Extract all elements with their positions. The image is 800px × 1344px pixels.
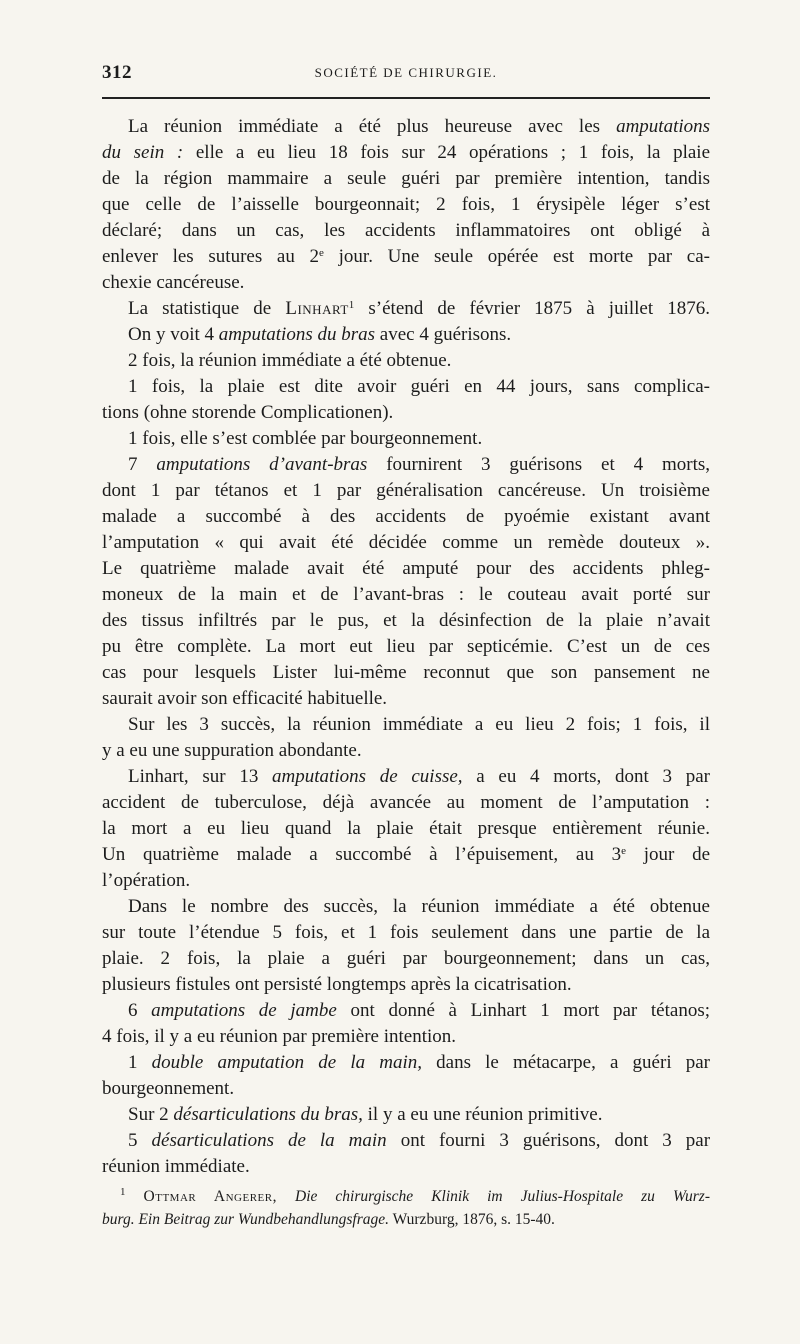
text-line: que celle de l’aisselle bourgeonnait; 2 fois, 1 érysipèle léger s’est xyxy=(102,194,710,215)
text-line: enlever les sutures au 2e jour. Une seule opérée est morte par ca- xyxy=(102,246,710,267)
text-line: bourgeonnement. xyxy=(102,1078,235,1099)
text-line: tions (ohne storende Complicationen). xyxy=(102,402,394,423)
text-line: 1 fois, elle s’est comblée par bourgeonnement. xyxy=(128,428,483,449)
text-line: de la région mammaire a seule guéri par première intention, tandis xyxy=(102,168,710,189)
text-line: dont 1 par tétanos et 1 par généralisation cancéreuse. Un troisième xyxy=(102,480,710,501)
text-line: 7 amputations d’avant-bras fournirent 3 guérisons et 4 morts, xyxy=(128,454,711,475)
text-line: saurait avoir son efficacité habituelle. xyxy=(102,688,388,709)
text-line: des tissus infiltrés par le pus, et la désinfection de la plaie n’avait xyxy=(102,610,710,631)
footnote-line: $^1$ Ottmar Angerer, Die chirurgische Klinik im Julius-Hospitale zu Wurz- xyxy=(120,1186,710,1205)
text-line: 4 fois, il y a eu réunion par première intention. xyxy=(102,1026,457,1047)
footnote-ref: 1 xyxy=(348,299,355,311)
text-line: Sur 2 désarticulations du bras, il y a eu une réunion primitive. xyxy=(128,1104,603,1125)
running-title: SOCIÉTÉ DE CHIRURGIE. xyxy=(314,65,498,80)
footnote-marker: 1 xyxy=(120,1186,126,1198)
text-line: Dans le nombre des succès, la réunion immédiate a été obtenue xyxy=(128,896,710,917)
text-line: Linhart, sur 13 amputations de cuisse, a eu 4 morts, dont 3 par xyxy=(128,766,710,787)
text-line: accident de tuberculose, déjà avancée au moment de l’amputation : xyxy=(102,792,710,813)
text-line: 1 fois, la plaie est dite avoir guéri en 44 jours, sans complica- xyxy=(128,376,710,397)
text-line: On y voit 4 amputations du bras avec 4 guérisons. xyxy=(128,324,512,345)
text-line: du sein : elle a eu lieu 18 fois sur 24 opérations ; 1 fois, la plaie xyxy=(102,142,710,163)
text-line: cas pour lesquels Lister lui-même reconnut que son pansement ne xyxy=(102,662,710,683)
text-line: La réunion immédiate a été plus heureuse avec les amputations xyxy=(128,116,711,137)
body-text xyxy=(102,114,710,1180)
footnote xyxy=(102,1185,710,1231)
footnote-line: burg. Ein Beitrag zur Wundbehandlungsfrage. Wurzburg, 1876, s. 15-40. xyxy=(102,1211,555,1228)
text-line: pu être complète. La mort eut lieu par septicémie. C’est un de ces xyxy=(102,636,710,657)
text-line: déclaré; dans un cas, les accidents inflammatoires ont obligé à xyxy=(102,220,710,241)
text-line: plaie. 2 fois, la plaie a guéri par bourgeonnement; dans un cas, xyxy=(102,948,710,969)
text-line: 2 fois, la réunion immédiate a été obtenue. xyxy=(128,350,452,371)
text-line: La statistique de Linhart$^1$ s’étend de février 1875 à juillet 1876. xyxy=(128,298,710,319)
text-line: sur toute l’étendue 5 fois, et 1 fois seulement dans une partie de la xyxy=(102,922,710,943)
text-line: la mort a eu lieu quand la plaie était presque entièrement réunie. xyxy=(102,818,710,839)
text-line: 5 désarticulations de la main ont fourni 3 guérisons, dont 3 par xyxy=(128,1130,711,1151)
text-line: Sur les 3 succès, la réunion immédiate a eu lieu 2 fois; 1 fois, il xyxy=(128,714,710,735)
text-line: l’opération. xyxy=(102,870,191,891)
text-line: Le quatrième malade avait été amputé pour des accidents phleg- xyxy=(102,558,710,579)
footnote-author: Ottmar Angerer, xyxy=(143,1188,277,1205)
text-line: l’amputation « qui avait été décidée comme un remède douteux ». xyxy=(102,532,710,553)
text-line: réunion immédiate. xyxy=(102,1156,250,1177)
header-rule xyxy=(102,97,710,99)
text-line: Un quatrième malade a succombé à l’épuisement, au 3e jour de xyxy=(102,844,711,865)
text-line: 1 double amputation de la main, dans le métacarpe, a guéri par xyxy=(128,1052,711,1073)
text-line: 6 amputations de jambe ont donné à Linhart 1 mort par tétanos; xyxy=(128,1000,710,1021)
text-line: plusieurs fistules ont persisté longtemps après la cicatrisation. xyxy=(102,974,572,995)
page-number: 312 xyxy=(102,62,132,83)
text-line: chexie cancéreuse. xyxy=(102,272,245,293)
text-line: malade a succombé à des accidents de pyoémie existant avant xyxy=(102,506,710,527)
text-line: moneux de la main et de l’avant-bras : le couteau avait porté sur xyxy=(102,584,710,605)
text-line: y a eu une suppuration abondante. xyxy=(102,740,362,761)
page-header xyxy=(102,62,710,86)
